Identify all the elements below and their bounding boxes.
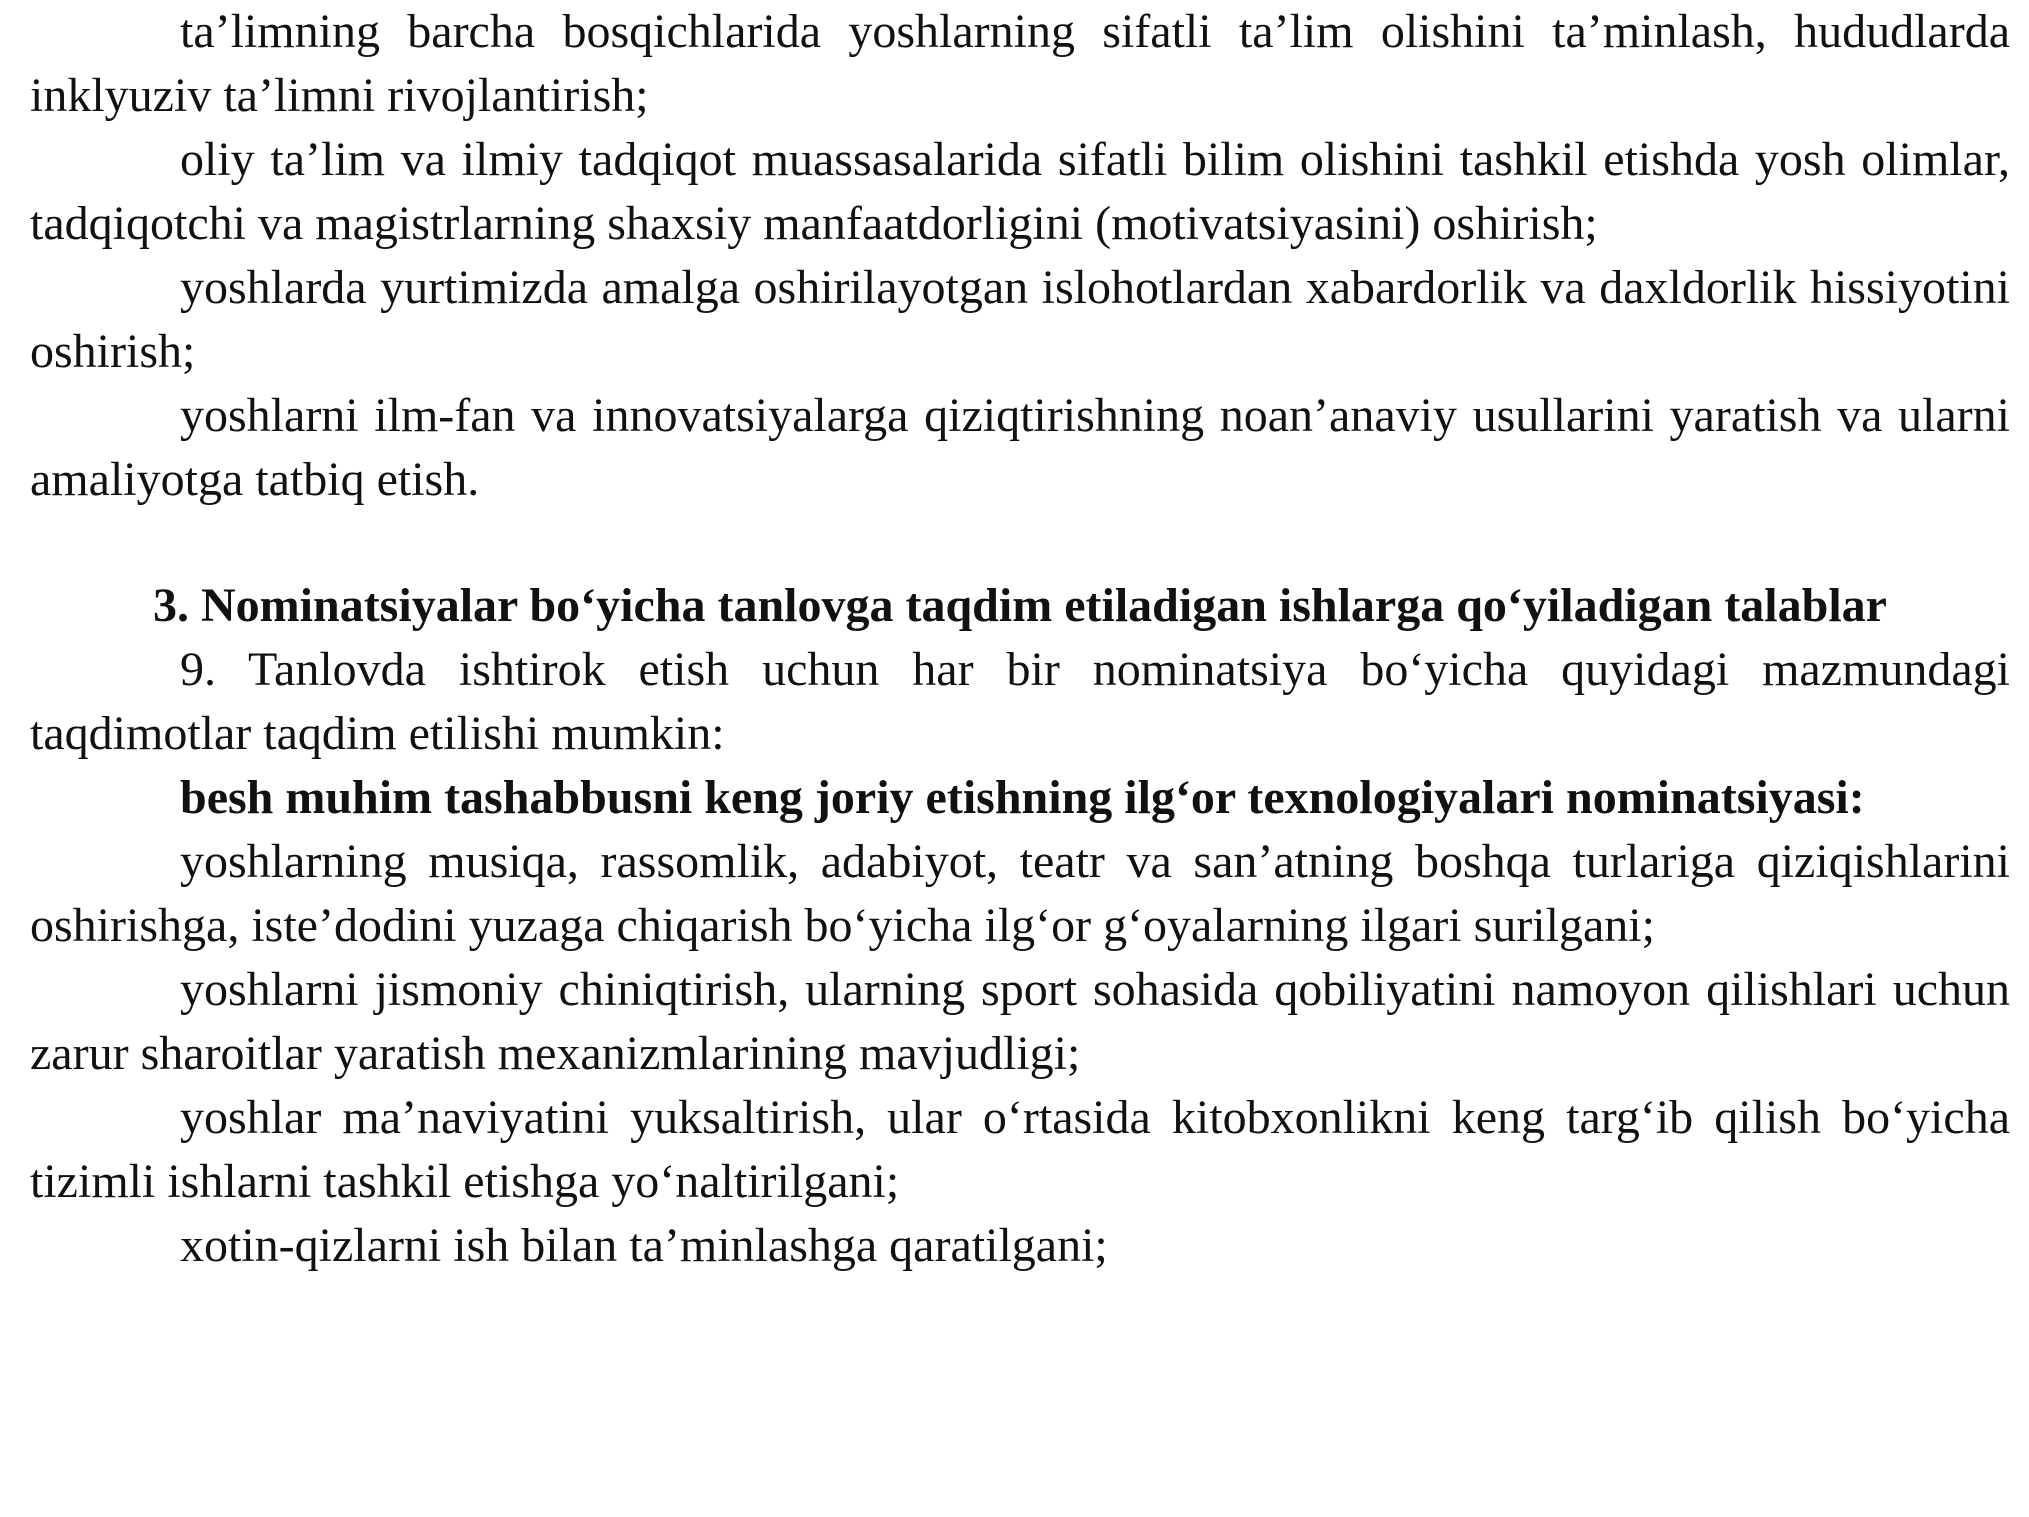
paragraph-arts-interest: yoshlarning musiqa, rassomlik, adabiyot, teatr va san’atning boshqa turlariga qiziqishlarini oshirishga, iste’dodini yuzaga chiqarish bo‘yicha ilg‘or g‘oyalarning ilgari surilgani; <box>30 835 2010 952</box>
section-heading: 3. Nominatsiyalar bo‘yicha tanlovga taqdim etiladigan ishlarga qo‘yiladigan talablar <box>153 579 1887 632</box>
paragraph-women-employment: xotin-qizlarni ish bilan ta’minlashga qaratilgani; <box>180 1219 1108 1272</box>
paragraph-higher-education-motivation: oliy ta’lim va ilmiy tadqiqot muassasalarida sifatli bilim olishini tashkil etishda yosh olimlar, tadqiqotchi va magistrlarning shaxsiy manfaatdorligini (motivatsiyasini) oshirish; <box>30 133 2010 250</box>
clause-9: 9. Tanlovda ishtirok etish uchun har bir nominatsiya bo‘yicha quyidagi mazmundagi taqdimotlar taqdim etilishi mumkin: <box>30 643 2010 760</box>
document-page <box>30 0 2010 1278</box>
paragraph-spirituality-reading: yoshlar ma’naviyatini yuksaltirish, ular o‘rtasida kitobxonlikni keng targ‘ib qilish bo‘yicha tizimli ishlarni tashkil etishga yo‘naltirilgani; <box>30 1091 2010 1208</box>
section-spacer <box>30 512 2010 574</box>
paragraph-reform-awareness: yoshlarda yurtimizda amalga oshirilayotgan islohotlardan xabardorlik va daxldorlik hissiyotini oshirish; <box>30 261 2010 378</box>
paragraph-innovation-methods: yoshlarni ilm-fan va innovatsiyalarga qiziqtirishning noan’anaviy usullarini yaratish va ularni amaliyotga tatbiq etish. <box>30 389 2010 506</box>
paragraph-inclusive-education: ta’limning barcha bosqichlarida yoshlarning sifatli ta’lim olishini ta’minlash, hududlarda inklyuziv ta’limni rivojlantirish; <box>30 5 2010 122</box>
nomination-title: besh muhim tashabbusni keng joriy etishning ilg‘or texnologiyalari nominatsiyasi: <box>180 771 1865 824</box>
paragraph-sports-conditions: yoshlarni jismoniy chiniqtirish, ularning sport sohasida qobiliyatini namoyon qilishlari uchun zarur sharoitlar yaratish mexanizmlarining mavjudligi; <box>30 963 2010 1080</box>
